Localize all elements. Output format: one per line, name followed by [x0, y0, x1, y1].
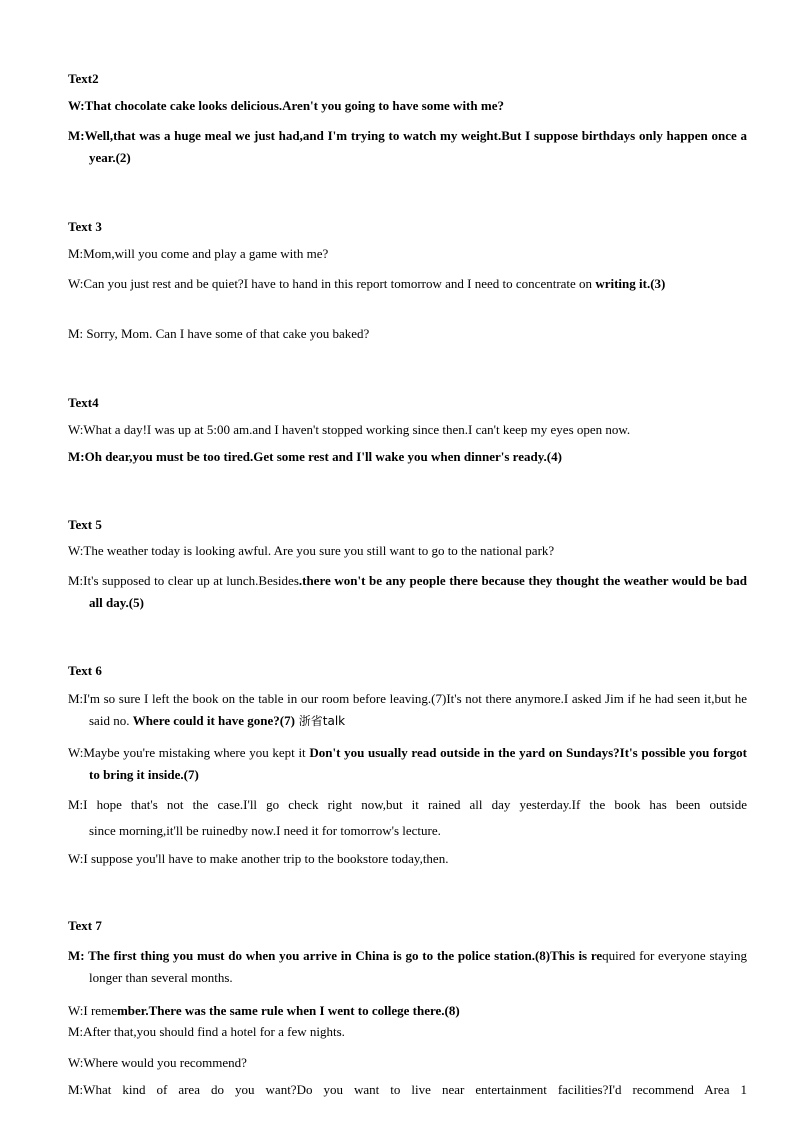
dialogue-line: M:What kind of area do you want?Do you want to live near entertainment facilities?I'd recommend Area 1	[68, 1082, 747, 1097]
section-heading-text5: Text 5	[68, 517, 102, 532]
dialogue-text: quired for everyone staying longer than several months.	[89, 948, 747, 985]
dialogue-answer-text: Don't you usually read outside in the yard on Sundays?It's possible you forgot to bring it inside.(7)	[89, 745, 747, 782]
dialogue-answer-text: writing it.(3)	[595, 276, 666, 291]
dialogue-text: M:It's supposed to clear up at lunch.Besides	[68, 573, 299, 588]
dialogue-answer-text: Where could it have gone?(7)	[132, 713, 295, 728]
dialogue-line	[68, 270, 747, 297]
dialogue-line: M:Mom,will you come and play a game with me?	[68, 246, 329, 261]
dialogue-line: M:After that,you should find a hotel for a few nights.	[68, 1024, 345, 1039]
section-heading-text6: Text 6	[68, 663, 102, 678]
section-heading-text4: Text4	[68, 395, 99, 410]
dialogue-line: W:I suppose you'll have to make another trip to the bookstore today,then.	[68, 851, 449, 866]
dialogue-line	[68, 945, 747, 989]
dialogue-answer-text: mber.There was the same rule when I went to college there.(8)	[116, 1003, 460, 1018]
dialogue-text: W:Can you just rest and be quiet?I have to hand in this report tomorrow and I need to concentrate on	[68, 276, 596, 291]
dialogue-line	[68, 742, 747, 786]
dialogue-line: M:I hope that's not the case.I'll go check right now,but it rained all day yesterday.If the book has been outside	[68, 797, 747, 812]
dialogue-line-continued: since morning,it'll be ruinedby now.I need it for tomorrow's lecture.	[89, 823, 441, 838]
dialogue-line	[68, 570, 747, 614]
dialogue-line	[68, 688, 747, 732]
section-heading-text2: Text2	[68, 71, 99, 86]
dialogue-answer-text: .there won't be any people there because they thought the weather would be bad all day.(5)	[89, 573, 747, 610]
dialogue-line: W:That chocolate cake looks delicious.Aren't you going to have some with me?	[68, 98, 504, 113]
dialogue-text: W:Maybe you're mistaking where you kept it	[68, 745, 310, 760]
dialogue-line: W:Where would you recommend?	[68, 1055, 247, 1070]
dialogue-text: W:I reme	[68, 1003, 117, 1018]
dialogue-line: M:Well,that was a huge meal we just had,and I'm trying to watch my weight.But I suppose birthdays only happen once a year.(2)	[68, 128, 747, 165]
dialogue-line: M: Sorry, Mom. Can I have some of that cake you baked?	[68, 326, 370, 341]
section-heading-text7: Text 7	[68, 918, 102, 933]
watermark-text: 浙省talk	[294, 714, 346, 728]
dialogue-line	[68, 1000, 747, 1022]
section-heading-text3: Text 3	[68, 219, 102, 234]
dialogue-line: W:The weather today is looking awful. Are you sure you still want to go to the national park?	[68, 543, 555, 558]
dialogue-line: W:What a day!I was up at 5:00 am.and I haven't stopped working since then.I can't keep my eyes open now.	[68, 422, 631, 437]
dialogue-line: M:Oh dear,you must be too tired.Get some rest and I'll wake you when dinner's ready.(4)	[68, 449, 562, 464]
dialogue-answer-text: M: The first thing you must do when you arrive in China is go to the police station.(8)This is re	[68, 948, 603, 963]
dialogue-text: M:I'm so sure I left the book on the table in our room before leaving.(7)It's not there anymore.I asked Jim if he had seen it,but he said no.	[68, 691, 747, 728]
